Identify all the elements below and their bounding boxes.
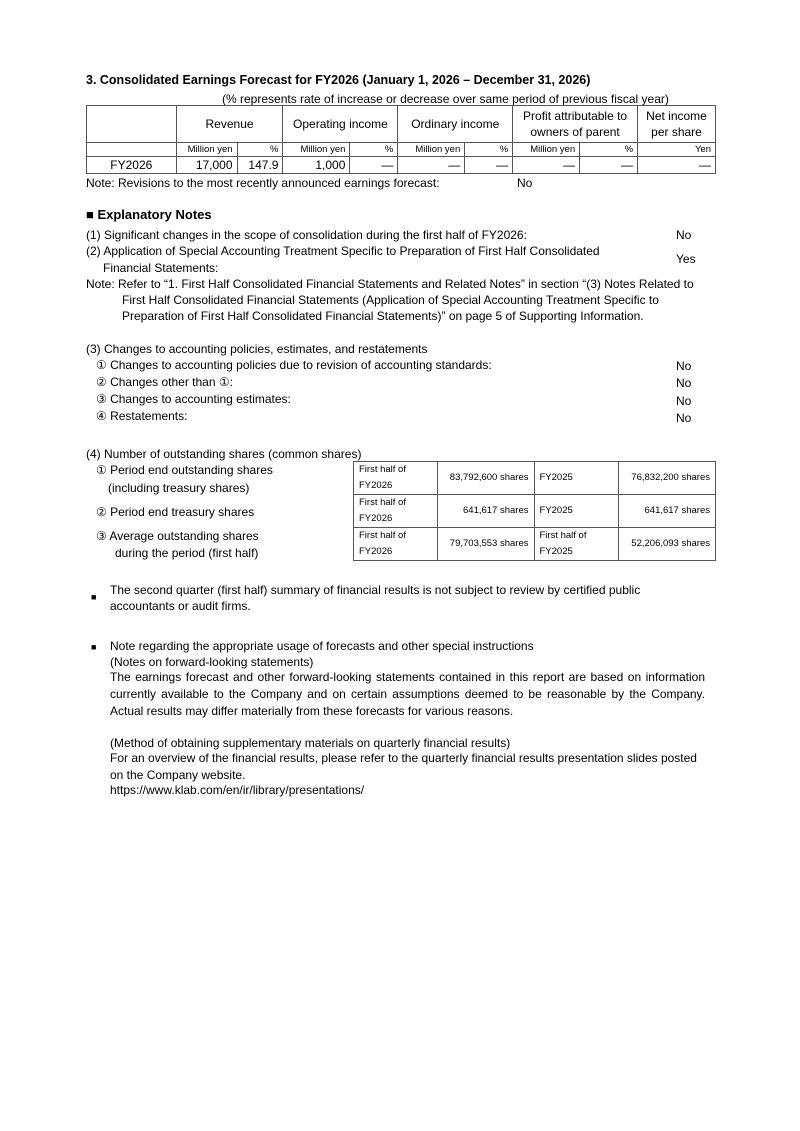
col-revenue: Revenue <box>176 106 283 143</box>
item3-sub-value: No <box>676 394 692 408</box>
item3-sub-value: No <box>676 411 692 425</box>
unit-cell: Million yen <box>176 143 237 157</box>
forward-sub2: (Method of obtaining supplementary materials on quarterly financial results) <box>110 736 511 750</box>
row-label: FY2026 <box>87 157 177 174</box>
unit-blank <box>87 143 177 157</box>
review-line2: accountants or audit firms. <box>110 599 251 613</box>
unit-cell: % <box>465 143 513 157</box>
shares-value: 76,832,200 shares <box>619 462 716 495</box>
forecast-table <box>86 105 716 174</box>
forecast-heading: 3. Consolidated Earnings Forecast for FY2026 (January 1, 2026 – December 31, 2026) <box>86 73 591 87</box>
period-cell: First half of FY2026 <box>354 462 438 495</box>
unit-cell: Yen <box>638 143 716 157</box>
forecast-subnote: (% represents rate of increase or decrease over same period of previous fiscal year) <box>222 92 669 106</box>
shares-value: 641,617 shares <box>619 495 716 528</box>
col-operating-income: Operating income <box>283 106 398 143</box>
item4-label: (4) Number of outstanding shares (common shares) <box>86 447 362 461</box>
unit-cell: Million yen <box>283 143 350 157</box>
value-cell: 17,000 <box>176 157 237 174</box>
item3-sub-label: ④ Restatements: <box>96 409 188 423</box>
col-ordinary-income: Ordinary income <box>398 106 513 143</box>
item2-line1: (2) Application of Special Accounting Treatment Specific to Preparation of First Half Consolidated <box>86 244 600 258</box>
forward-sub1: (Notes on forward-looking statements) <box>110 655 314 669</box>
explanatory-heading: ■ Explanatory Notes <box>86 207 212 222</box>
item3-sub-value: No <box>676 376 692 390</box>
item1-label: (1) Significant changes in the scope of consolidation during the first half of FY2026: <box>86 228 527 242</box>
period-cell: First half of FY2026 <box>354 528 438 561</box>
value-cell: — <box>513 157 580 174</box>
shares-value: 641,617 shares <box>437 495 534 528</box>
shares-row <box>354 462 716 495</box>
note-line2: First Half Consolidated Financial Statements (Application of Special Accounting Treatment Specific to <box>122 293 659 307</box>
shares-value: 79,703,553 shares <box>437 528 534 561</box>
item3-sub-label: ③ Changes to accounting estimates: <box>96 392 291 406</box>
period-cell: FY2025 <box>534 495 619 528</box>
forward-body2: For an overview of the financial results, please refer to the quarterly financial results presentation slides posted on the Company website. <box>110 751 697 782</box>
col-profit: Profit attributable to owners of parent <box>513 106 638 143</box>
forward-bullet: ■ <box>91 642 97 652</box>
item3-sub-label: ① Changes to accounting policies due to revision of accounting standards: <box>96 358 492 372</box>
shares-label: ① Period end outstanding shares <box>96 463 273 477</box>
value-cell: — <box>638 157 716 174</box>
period-cell: First half of FY2025 <box>534 528 619 561</box>
item1-value: No <box>676 228 692 242</box>
value-cell: 1,000 <box>283 157 350 174</box>
item3-label: (3) Changes to accounting policies, estimates, and restatements <box>86 342 428 356</box>
shares-label-sub: during the period (first half) <box>115 546 259 560</box>
corner-cell <box>87 106 177 143</box>
unit-cell: % <box>580 143 638 157</box>
shares-label: ② Period end treasury shares <box>96 505 255 519</box>
value-cell: 147.9 <box>237 157 283 174</box>
unit-cell: % <box>350 143 398 157</box>
item3-sub-value: No <box>676 359 692 373</box>
revision-note: Note: Revisions to the most recently announced earnings forecast: <box>86 176 440 190</box>
review-bullet: ■ <box>91 592 97 602</box>
value-cell: — <box>398 157 465 174</box>
forward-body1: The earnings forecast and other forward-looking statements contained in this report are based on information currently available to the Company and on certain assumptions deemed to be reasonable by the Company. Actual results may differ materially from these forecasts for various reasons. <box>110 670 705 718</box>
shares-label-sub: (including treasury shares) <box>108 481 250 495</box>
period-cell: First half of FY2026 <box>354 495 438 528</box>
forward-title: Note regarding the appropriate usage of forecasts and other special instructions <box>110 639 534 653</box>
item2-line2: Financial Statements: <box>103 261 219 275</box>
shares-row <box>354 528 716 561</box>
unit-cell: Million yen <box>513 143 580 157</box>
value-cell: — <box>580 157 638 174</box>
review-line1: The second quarter (first half) summary of financial results is not subject to review by certified public <box>110 583 641 597</box>
shares-row <box>354 495 716 528</box>
item3-sub-label: ② Changes other than ①: <box>96 375 233 389</box>
value-cell: — <box>350 157 398 174</box>
shares-label: ③ Average outstanding shares <box>96 529 259 543</box>
period-cell: FY2025 <box>534 462 619 495</box>
unit-cell: Million yen <box>398 143 465 157</box>
value-cell: — <box>465 157 513 174</box>
shares-value: 83,792,600 shares <box>437 462 534 495</box>
forward-url[interactable]: https://www.klab.com/en/ir/library/presentations/ <box>110 783 365 797</box>
note-line3: Preparation of First Half Consolidated Financial Statements)” on page 5 of Supporting Information. <box>122 309 644 323</box>
item2-value: Yes <box>676 252 696 266</box>
note-line1: Note: Refer to “1. First Half Consolidated Financial Statements and Related Notes” in section “(3) Notes Related to <box>86 277 694 291</box>
unit-cell: % <box>237 143 283 157</box>
revision-value: No <box>517 176 533 190</box>
shares-value: 52,206,093 shares <box>619 528 716 561</box>
shares-table <box>353 461 716 561</box>
col-net-income: Net income per share <box>638 106 716 143</box>
